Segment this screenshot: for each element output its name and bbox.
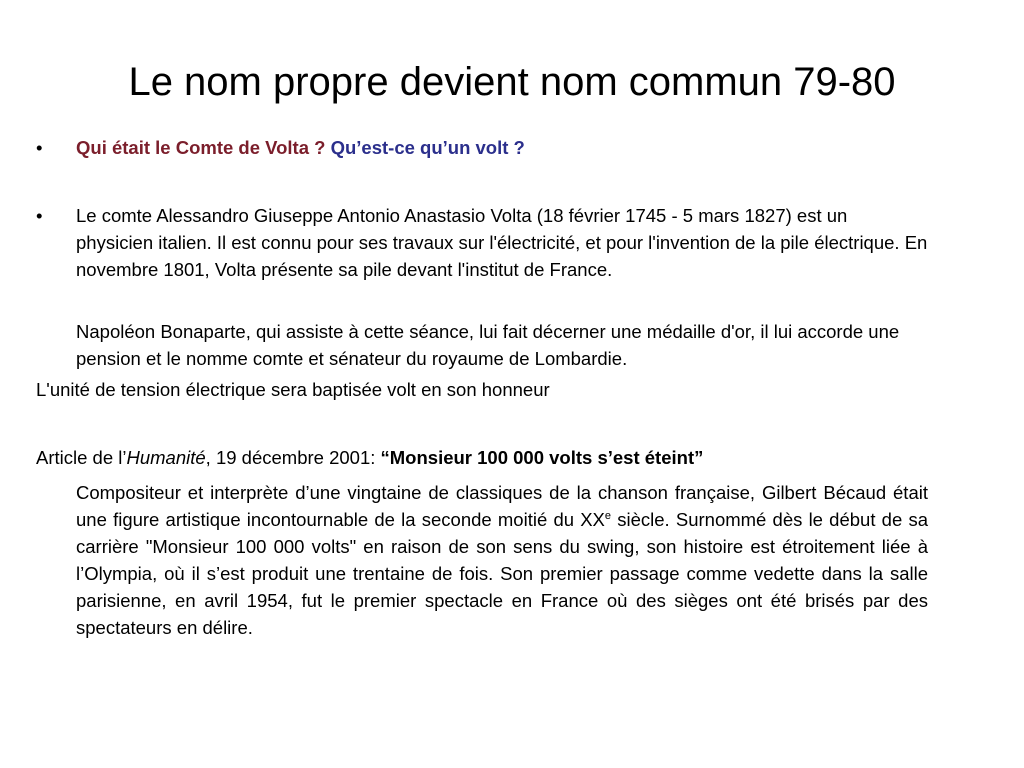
question-text (76, 134, 928, 161)
question-bullet (36, 134, 928, 161)
becaud-paragraph (76, 479, 928, 641)
article-prefix: Article de l’ (36, 447, 127, 468)
question-volta-count: Qui était le Comte de Volta ? (76, 137, 326, 158)
becaud-text-part2: siècle. Surnommé dès le début de sa carrière "Monsieur 100 000 volts" en raison de son sens du swing, son histoire est étroitement liée à l’Olympia, où il s’est produit une trentaine de fois. Son premier passage comme vedette dans la salle parisienne, en avril 1954, fut le premier spectacle en France où des sièges ont été brisés par des spectateurs en délire. (76, 509, 928, 638)
becaud-text-part1: Compositeur et interprète d’une vingtaine de classiques de la chanson française, Gilbert Bécaud était une figure artistique incontournable de la seconde moitié du XX (76, 482, 928, 530)
volta-bullet-text: Le comte Alessandro Giuseppe Antonio Anastasio Volta (18 février 1745 - 5 mars 1827) est un physicien italien. Il est connu pour ses travaux sur l'électricité, et pour l'invention de la pile électrique. En novembre 1801, Volta présente sa pile devant l'institut de France. (76, 205, 928, 280)
article-headline: “Monsieur 100 000 volts s’est éteint” (380, 447, 704, 468)
article-line (36, 444, 936, 471)
becaud-century-superscript: e (604, 509, 612, 522)
article-source: Humanité (126, 447, 206, 468)
question-what-is-volt: Qu’est-ce qu’un volt ? (330, 137, 525, 158)
volta-bullet (36, 202, 928, 283)
bullet-marker: • (36, 137, 43, 158)
unit-line: L'unité de tension électrique sera baptisée volt en son honneur (36, 379, 550, 400)
napoleon-paragraph: Napoléon Bonaparte, qui assiste à cette séance, lui fait décerner une médaille d'or, il lui accorde une pension et le nomme comte et sénateur du royaume de Lombardie. (76, 321, 900, 369)
bullet-marker: • (36, 205, 43, 226)
article-date: , 19 décembre 2001: (205, 447, 381, 468)
slide-title: Le nom propre devient nom commun 79-80 (128, 60, 896, 104)
